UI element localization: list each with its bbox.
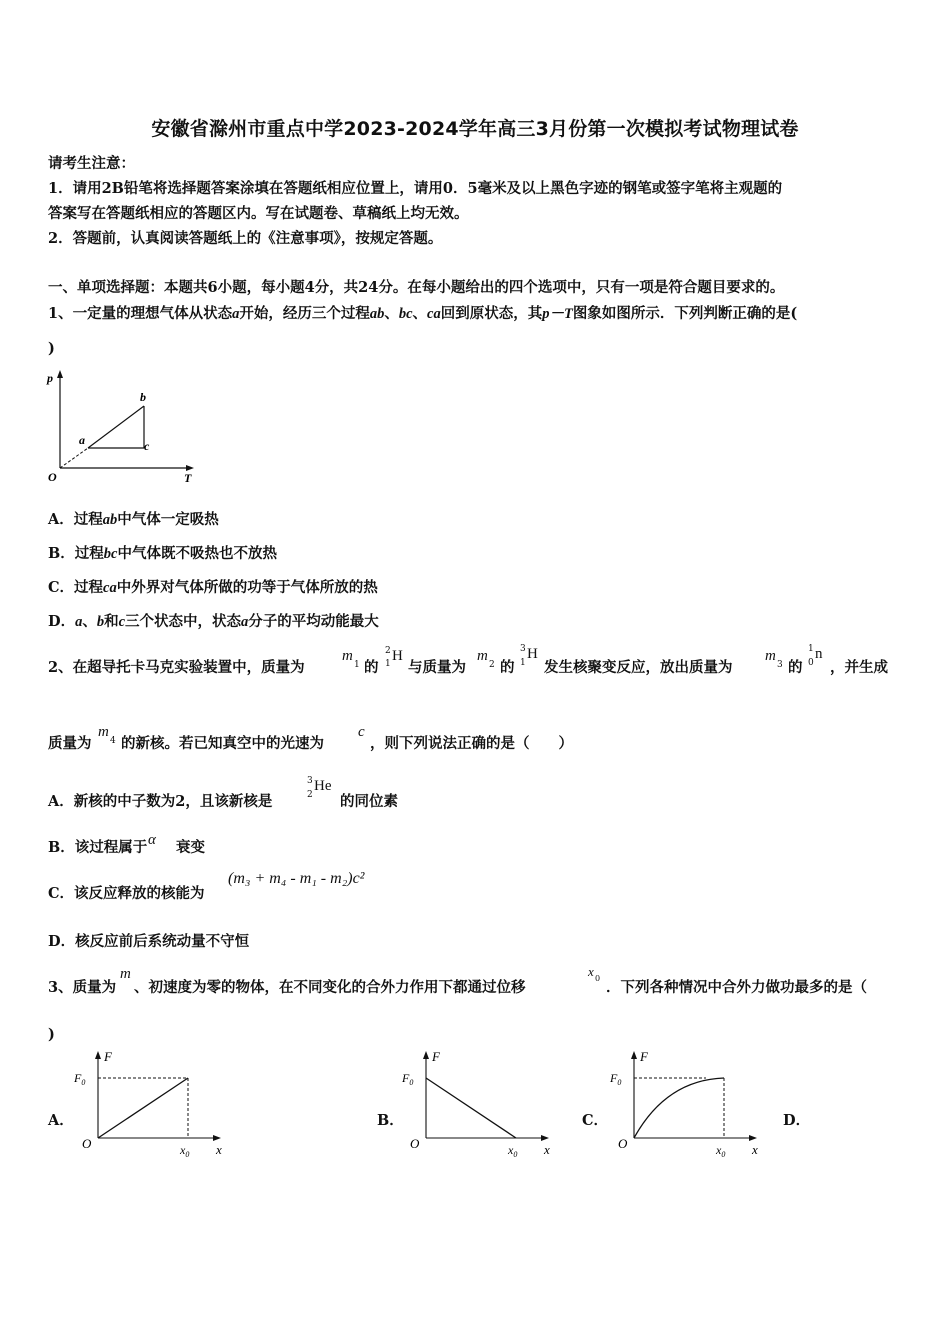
q2-c: c bbox=[358, 724, 365, 740]
section-heading: 一、单项选择题：本题共6小题，每小题4分，共24分。在每小题给出的四个选项中，只有一项是符合题目要求的。 bbox=[48, 279, 785, 296]
t-axis-label: T bbox=[184, 471, 192, 485]
q1-stem: 1、一定量的理想气体从状态a开始，经历三个过程ab、bc、ca回到原状态，其p－T图象如图所示．下列判断正确的是( bbox=[48, 305, 798, 322]
x0-label: $x_0$ bbox=[508, 1143, 518, 1159]
point-b-label: b bbox=[140, 390, 146, 404]
f0-label: $F_0$ bbox=[610, 1071, 622, 1087]
origin-label: O bbox=[48, 470, 57, 484]
f-axis-label: F bbox=[104, 1049, 112, 1064]
q2-deuterium: H bbox=[392, 648, 403, 664]
f-axis-arrow bbox=[631, 1051, 637, 1059]
f-axis-arrow bbox=[95, 1051, 101, 1059]
x-axis-arrow bbox=[213, 1135, 221, 1141]
origin-label: O bbox=[410, 1136, 420, 1151]
origin-label: O bbox=[82, 1136, 92, 1151]
q3-graph-b bbox=[398, 1048, 558, 1160]
q2-option-a: A．新核的中子数为2，且该新核是 3 2 He 的同位素 bbox=[48, 776, 398, 810]
q1-stem-close: ) bbox=[48, 340, 55, 357]
notice-line-2: 2．答题前，认真阅读答题纸上的《注意事项》，按规定答题。 bbox=[48, 230, 443, 247]
q2-m1: m bbox=[342, 648, 353, 664]
force-curve bbox=[98, 1078, 188, 1138]
force-curve bbox=[634, 1078, 724, 1138]
alpha-symbol: α bbox=[148, 832, 156, 848]
q2-stem-line2: 质量为 m 4 的新核。若已知真空中的光速为 c ，则下列说法正确的是（ ） bbox=[48, 724, 573, 752]
q3-x0: x bbox=[588, 964, 594, 979]
x-axis-label: x bbox=[752, 1142, 758, 1157]
notice-heading: 请考生注意： bbox=[48, 155, 135, 172]
p-axis-arrow bbox=[57, 370, 63, 378]
origin-label: O bbox=[618, 1136, 628, 1151]
q2-m2: m bbox=[477, 648, 488, 664]
q3-mass: m bbox=[120, 966, 131, 982]
f-axis-arrow bbox=[423, 1051, 429, 1059]
x-axis-arrow bbox=[541, 1135, 549, 1141]
f0-label: $F_0$ bbox=[402, 1071, 414, 1087]
notice-line-1a: 1．请用2B铅笔将选择题答案涂填在答题纸相应位置上，请用0．5毫米及以上黑色字迹的钢笔或签字笔将主观题的 bbox=[48, 180, 783, 197]
q3-graph-c bbox=[606, 1048, 766, 1160]
point-c-label: c bbox=[144, 439, 150, 453]
q3-stem: 3、质量为 m 、初速度为零的物体，在不同变化的合外力作用下都通过位移 x 0 ．下列各种情况中合外力做功最多的是（ bbox=[48, 964, 867, 996]
x-axis-arrow bbox=[749, 1135, 757, 1141]
q3-option-a-label: A． bbox=[48, 1112, 74, 1129]
page-title: 安徽省滁州市重点中学2023-2024学年高三3月份第一次模拟考试物理试卷 bbox=[151, 118, 799, 140]
q1-option-c: C．过程ca中外界对气体所做的功等于气体所放的热 bbox=[48, 579, 378, 596]
q2-m4: m bbox=[98, 724, 109, 740]
x-axis-label: x bbox=[216, 1142, 222, 1157]
q3-option-c-label: C． bbox=[582, 1112, 609, 1129]
energy-formula: (m₃ + m₄ - m₁ - m₂)c² bbox=[228, 870, 365, 887]
x0-label: $x_0$ bbox=[716, 1143, 726, 1159]
q3-option-d-label: D． bbox=[783, 1112, 811, 1129]
q1-pt-graph bbox=[40, 368, 210, 490]
point-a-label: a bbox=[79, 433, 85, 447]
x0-label: $x_0$ bbox=[180, 1143, 190, 1159]
origin-dashed-line bbox=[60, 448, 88, 468]
process-ab bbox=[88, 406, 144, 448]
q2-stem-line1: 2、在超导托卡马克实验装置中，质量为 m 1 的 2 1 H 与质量为 m 2 的 3 1 H 发生核聚变反应，放出质量为 m 3 的 1 0 n ，并生成 bbox=[48, 644, 888, 676]
q2-neutron: n bbox=[815, 646, 823, 662]
f-axis-label: F bbox=[640, 1049, 648, 1064]
q3-option-b-label: B． bbox=[377, 1112, 404, 1129]
f-axis-label: F bbox=[432, 1049, 440, 1064]
q1-option-b: B．过程bc中气体既不吸热也不放热 bbox=[48, 545, 277, 562]
q3-stem-close: ) bbox=[48, 1026, 55, 1043]
q1-option-d: D．a、b和c三个状态中，状态a分子的平均动能最大 bbox=[48, 613, 379, 630]
q1-option-a: A．过程ab中气体一定吸热 bbox=[48, 511, 219, 528]
force-curve bbox=[426, 1078, 516, 1138]
f0-label: $F_0$ bbox=[74, 1071, 86, 1087]
q2-option-d: D．核反应前后系统动量不守恒 bbox=[48, 933, 250, 950]
helium-3: He bbox=[314, 778, 332, 794]
q2-m3: m bbox=[765, 648, 776, 664]
q3-graph-a bbox=[70, 1048, 230, 1160]
notice-line-1b: 答案写在答题纸相应的答题区内。写在试题卷、草稿纸上均无效。 bbox=[48, 205, 469, 222]
p-axis-label: p bbox=[47, 371, 53, 385]
x-axis-label: x bbox=[544, 1142, 550, 1157]
q2-option-b: B．该过程属于 α 衰变 bbox=[48, 832, 205, 856]
q2-option-c: C．该反应释放的核能为 (m₃ + m₄ - m₁ - m₂)c² bbox=[48, 870, 365, 902]
q2-tritium: H bbox=[527, 646, 538, 662]
